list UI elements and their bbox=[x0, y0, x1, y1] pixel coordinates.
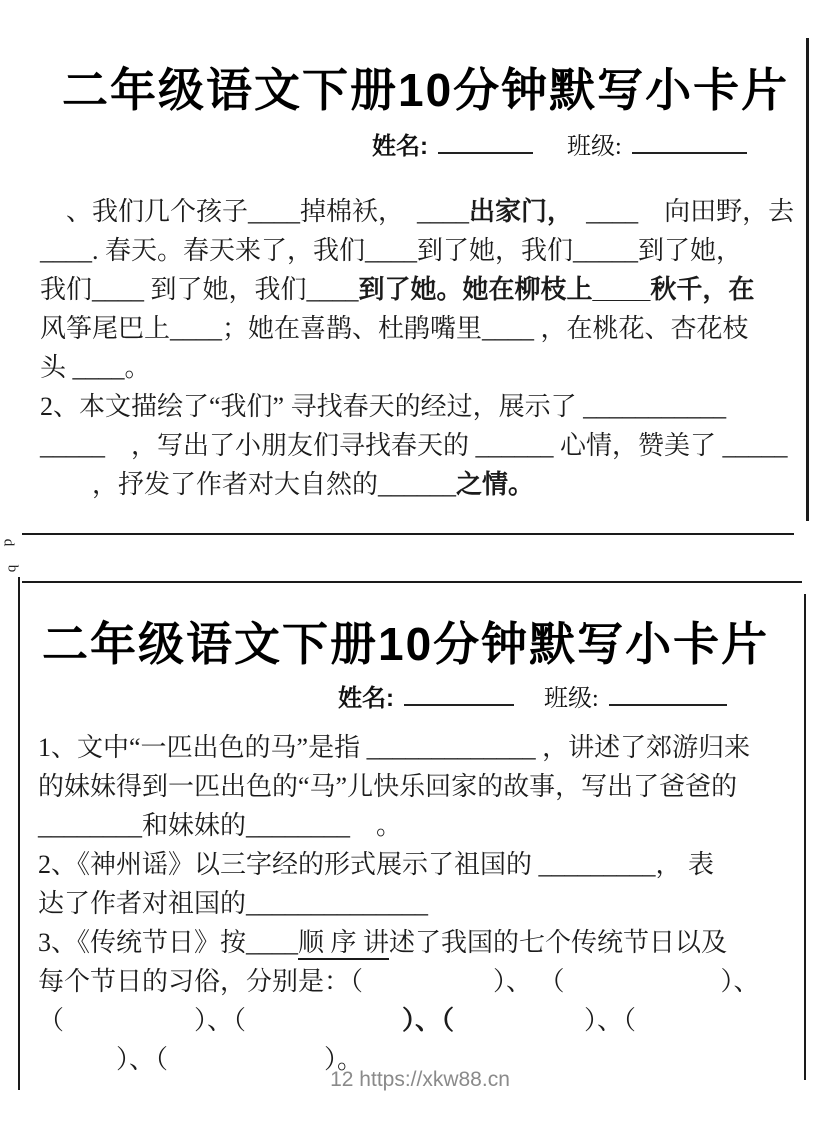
margin-letter-b: b bbox=[4, 564, 21, 573]
text-segment: 达了作者对祖国的 bbox=[38, 889, 247, 918]
text-segment: 头 bbox=[40, 353, 73, 382]
text-line bbox=[40, 348, 820, 387]
card1-right-border-line bbox=[806, 38, 809, 521]
text-segment: ____ bbox=[72, 353, 125, 382]
text-segment: 每个节日的习俗，分别是：（ ）、 （ ）、 bbox=[38, 967, 760, 996]
card1-name-blank bbox=[438, 130, 533, 154]
card2-name-label: 姓名: bbox=[338, 685, 394, 712]
text-segment: ________ bbox=[246, 811, 351, 840]
bold-text-segment: 出家门， bbox=[469, 196, 561, 226]
text-segment: （ ）、（ bbox=[38, 1006, 403, 1035]
card2-right-border-line bbox=[804, 594, 806, 1080]
underlined-text-segment: 顺 序 讲 bbox=[298, 928, 389, 960]
text-segment: ____ bbox=[246, 928, 299, 957]
text-line bbox=[40, 387, 820, 426]
text-segment: 和妹妹的 bbox=[142, 811, 247, 840]
divider-line-top bbox=[22, 533, 794, 535]
text-segment: 3、《传统节日》按 bbox=[38, 928, 247, 957]
text-segment: _____ bbox=[40, 431, 105, 460]
text-segment: ____ bbox=[482, 314, 535, 343]
text-segment: ___________ bbox=[583, 392, 727, 421]
text-segment: 心情，赞美了 bbox=[553, 431, 723, 460]
text-segment: _____ bbox=[573, 236, 639, 265]
card2-left-border-line bbox=[18, 577, 20, 1090]
card2-name-class-row bbox=[338, 678, 731, 713]
card2-name-blank bbox=[404, 682, 514, 706]
text-segment: 、我们几个孩子 bbox=[40, 197, 249, 226]
text-segment: ____ bbox=[92, 275, 145, 304]
card2-body bbox=[38, 728, 820, 1079]
text-line bbox=[38, 923, 820, 962]
card2-class-blank bbox=[609, 682, 727, 706]
text-segment: ____ bbox=[40, 236, 92, 265]
text-segment: 我们 bbox=[40, 275, 93, 304]
text-segment: ，讲述了郊游归来 bbox=[535, 733, 751, 762]
text-segment: 风筝尾巴上 bbox=[40, 314, 171, 343]
text-segment: 到了她，我们 bbox=[144, 275, 307, 304]
margin-letter-d: d bbox=[0, 538, 17, 547]
text-segment: ， 表 bbox=[655, 850, 715, 879]
card1-name-label: 姓名: bbox=[372, 133, 428, 160]
text-line bbox=[40, 231, 820, 270]
text-segment: ____ bbox=[248, 197, 301, 226]
text-segment: . 春天。春天来了，我们 bbox=[92, 236, 366, 265]
bold-text-segment: 秋千，在 bbox=[650, 274, 755, 304]
bold-text-segment: 之情。 bbox=[456, 469, 535, 499]
divider-line-bottom bbox=[22, 581, 802, 583]
text-segment: 到了她，我们 bbox=[417, 236, 574, 265]
text-segment: 。 bbox=[350, 811, 403, 840]
card1-name-class-row bbox=[372, 126, 751, 161]
text-segment: ______________ bbox=[246, 889, 429, 918]
text-segment: 掉棉袄， bbox=[300, 197, 418, 226]
text-segment: 1、文中“一匹出色的马”是指 bbox=[38, 733, 367, 762]
bold-text-segment: ____ bbox=[592, 274, 651, 304]
text-segment: 。 bbox=[124, 353, 151, 382]
text-segment: _____________ bbox=[366, 733, 536, 762]
card1-class-label: 班级: bbox=[567, 134, 622, 160]
text-segment: ，在桃花、杏花枝 bbox=[534, 314, 749, 343]
text-segment: ，写出了小朋友们寻找春天的 bbox=[105, 431, 476, 460]
footer-url: 12 https://xkw88.cn bbox=[330, 1068, 510, 1091]
card1-class-blank bbox=[632, 130, 747, 154]
text-line bbox=[40, 465, 820, 504]
text-segment: 2、本文描绘了“我们” 寻找春天的经过，展示了 bbox=[40, 392, 584, 421]
text-segment: ）、（ ）。 bbox=[38, 1045, 364, 1074]
text-line bbox=[40, 270, 820, 309]
card1-body bbox=[40, 192, 820, 504]
text-segment: ____ bbox=[306, 275, 359, 304]
text-segment: 的妹妹得到一匹出色的“马”儿快乐回家的故事，写出了爸爸的 bbox=[38, 772, 738, 801]
text-segment: 到了她， bbox=[638, 236, 743, 265]
text-line bbox=[38, 1001, 820, 1040]
card2-class-label: 班级: bbox=[544, 686, 599, 712]
text-segment: ______ bbox=[475, 431, 554, 460]
text-segment: _____ bbox=[722, 431, 788, 460]
card2-title: 二年级语文下册10分钟默写小卡片 bbox=[42, 618, 770, 670]
text-line bbox=[38, 845, 820, 884]
text-segment: 向田野，去 bbox=[638, 197, 795, 226]
text-line bbox=[38, 962, 820, 1001]
text-line bbox=[38, 767, 820, 806]
text-segment: ____ bbox=[586, 197, 639, 226]
card1-title: 二年级语文下册10分钟默写小卡片 bbox=[62, 64, 790, 116]
text-segment: ，抒发了作者对大自然的 bbox=[40, 470, 379, 499]
text-segment: 2、《神州谣》以三字经的形式展示了祖国的 bbox=[38, 850, 539, 879]
bold-text-segment: 到了她。她在柳枝上 bbox=[358, 274, 593, 304]
text-segment bbox=[560, 197, 586, 226]
text-line bbox=[40, 192, 820, 231]
text-segment: ____ bbox=[170, 314, 223, 343]
text-line bbox=[38, 728, 820, 767]
text-segment: ________ bbox=[38, 811, 142, 840]
bold-text-segment: ）、（ bbox=[402, 1005, 455, 1035]
text-segment: 述了我国的七个传统节日以及 bbox=[389, 928, 728, 957]
text-segment: ____ bbox=[365, 236, 418, 265]
text-line bbox=[40, 309, 820, 348]
text-segment: ；她在喜鹊、杜鹃嘴里 bbox=[222, 314, 483, 343]
text-line bbox=[38, 884, 820, 923]
text-segment: ）、（ bbox=[454, 1006, 637, 1035]
text-line bbox=[38, 806, 820, 845]
text-segment: ______ bbox=[378, 470, 457, 499]
text-segment: _________ bbox=[538, 850, 656, 879]
text-line bbox=[40, 426, 820, 465]
text-segment: ____ bbox=[417, 197, 470, 226]
